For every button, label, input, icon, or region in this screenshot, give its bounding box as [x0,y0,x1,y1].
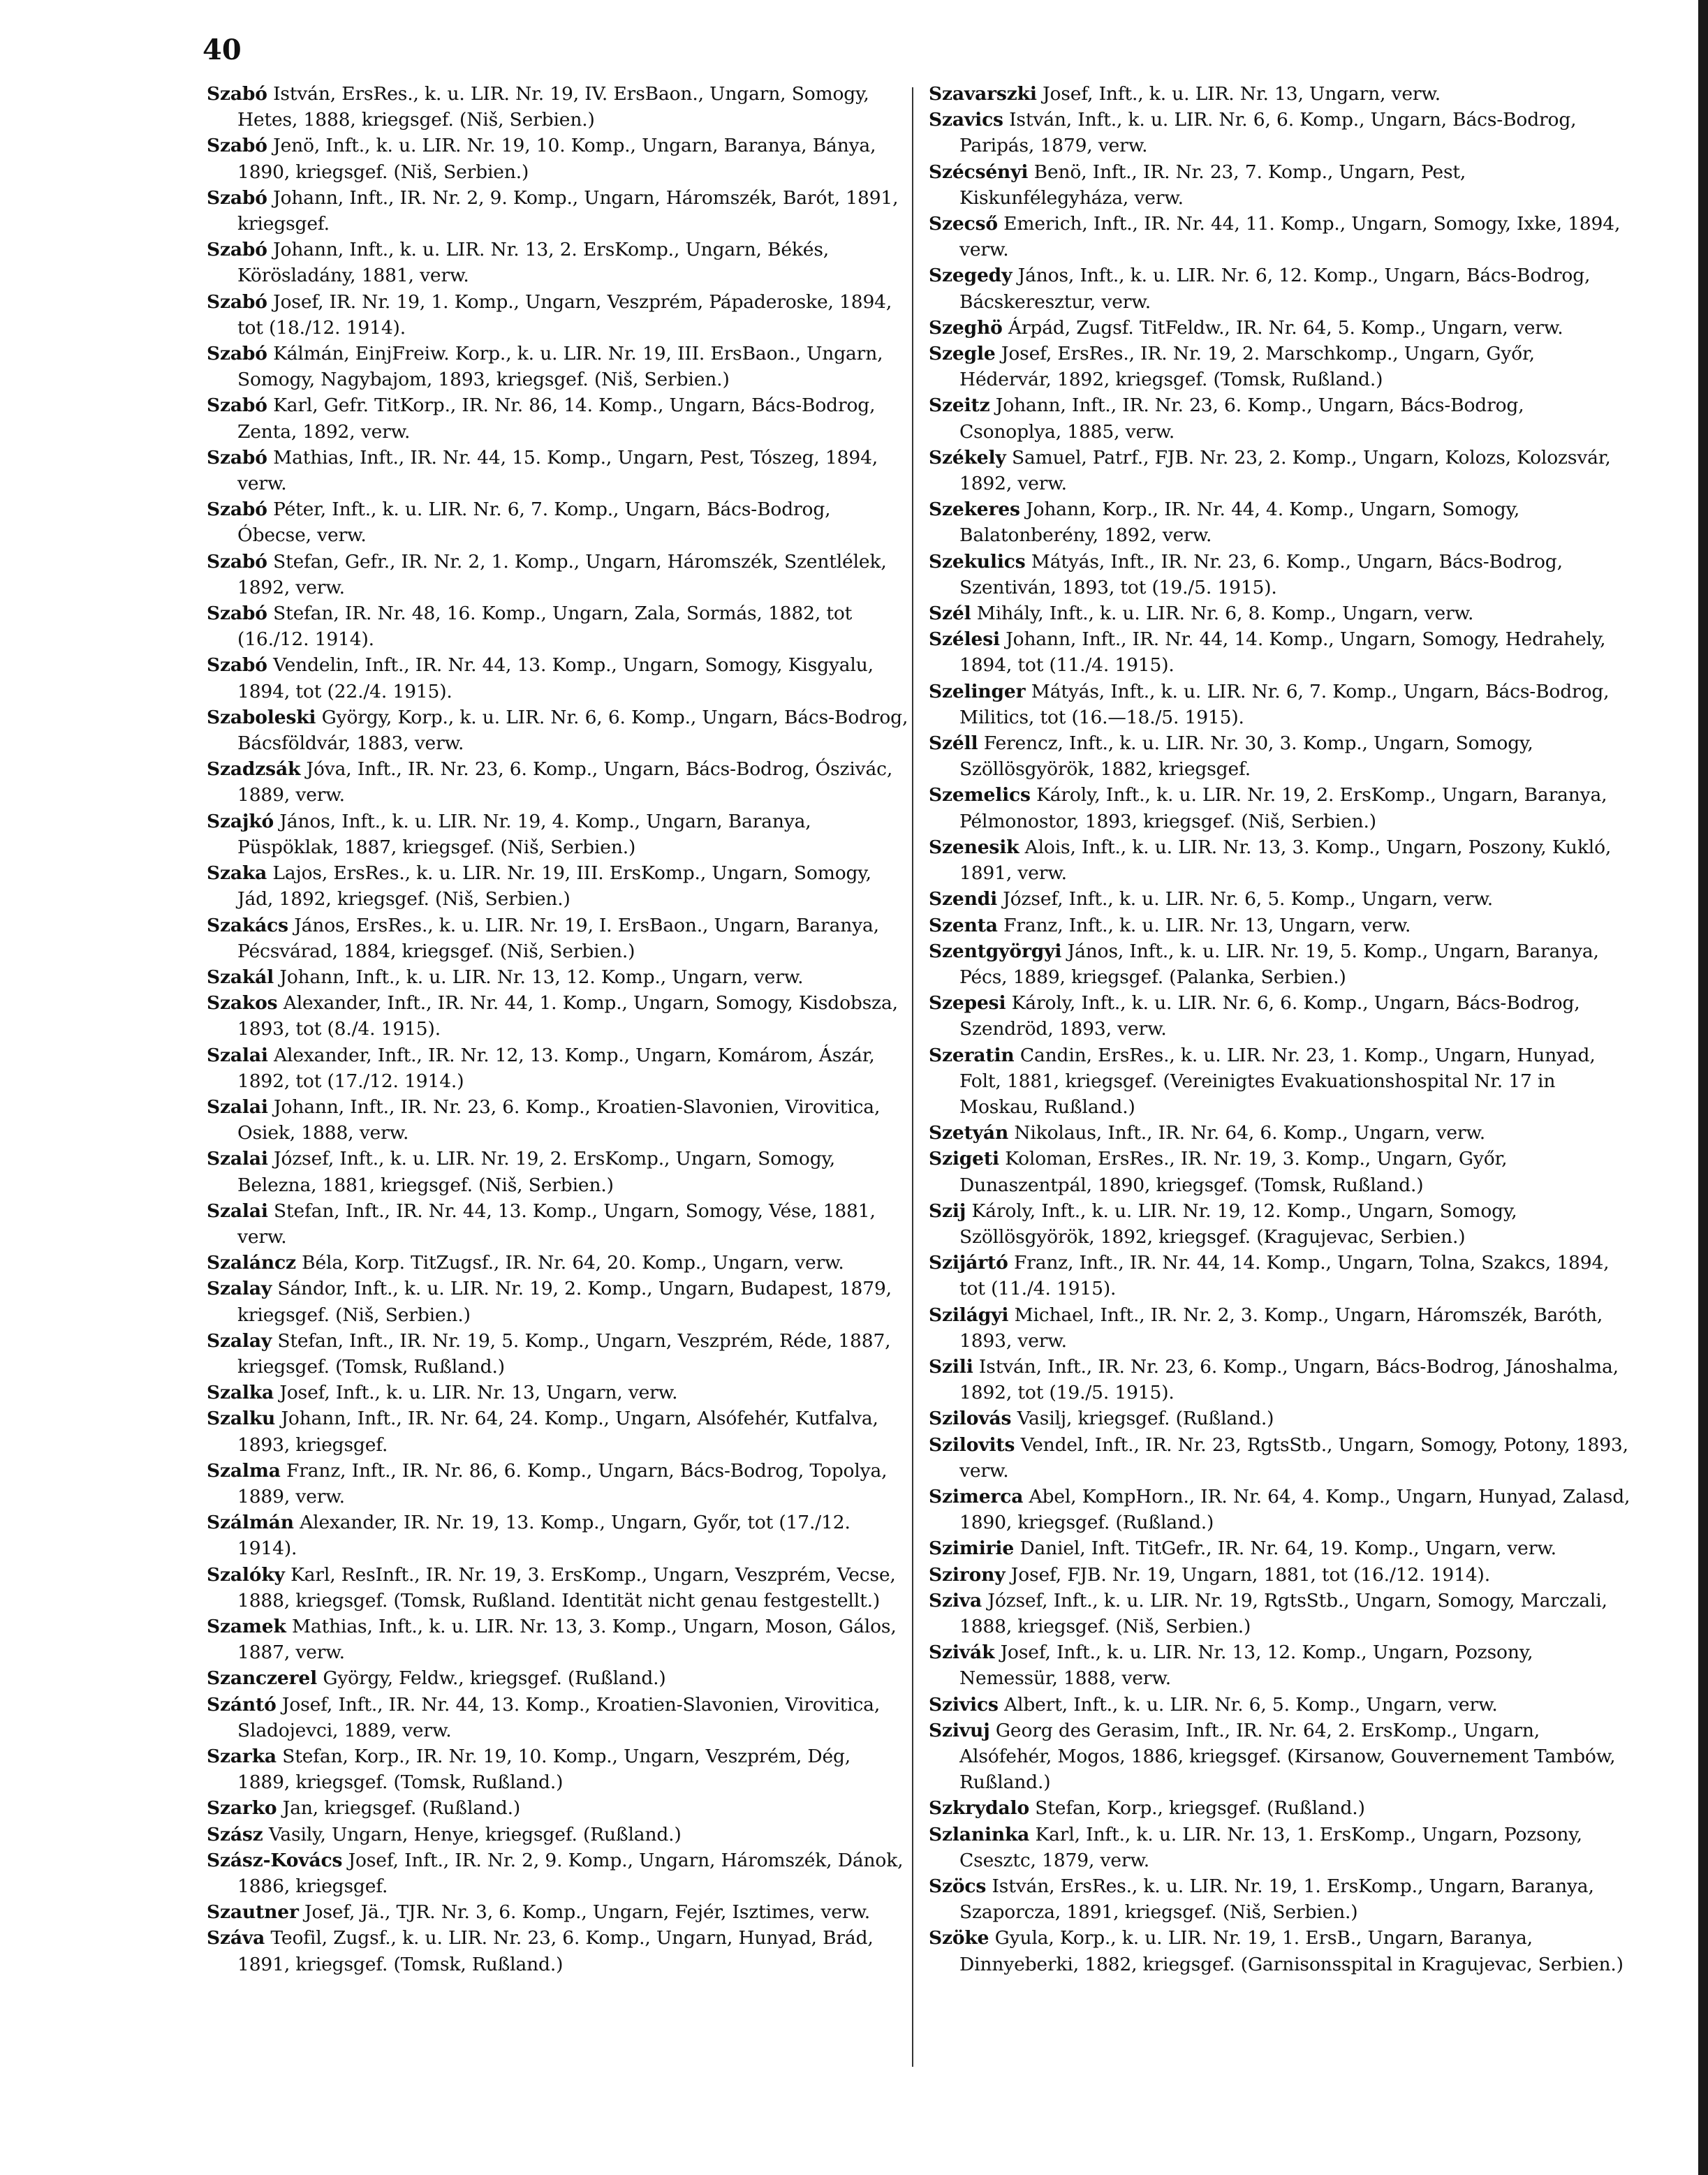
list-entry [929,1795,1630,1821]
entry-surname: Szeratin [929,1044,1015,1066]
list-entry [929,496,1630,548]
entry-details: Karl, ResInft., IR. Nr. 19, 3. ErsKomp., Ungarn, Veszprém, Vecse, 1888, kriegsgef. (Tomsk, Rußland. Identität nicht genau festgestellt.) [237,1563,896,1612]
list-entry [207,1250,908,1276]
entry-details: Michael, Inft., IR. Nr. 2, 3. Komp., Ungarn, Háromszék, Baróth, 1893, verw. [959,1304,1603,1352]
entry-details: Karl, Inft., k. u. LIR. Nr. 13, 1. ErsKomp., Ungarn, Pozsony, Csesztc, 1879, verw. [959,1823,1582,1871]
list-entry [929,1302,1630,1354]
entry-surname: Szalóky [207,1563,285,1586]
list-entry [929,315,1630,341]
entry-surname: Szavics [929,109,1003,131]
entry-surname: Szetyán [929,1122,1009,1144]
list-entry [929,1250,1630,1302]
entry-details: Péter, Inft., k. u. LIR. Nr. 6, 7. Komp., Ungarn, Bács-Bodrog, Óbecse, verw. [237,499,831,547]
entry-details: Johann, Inft., IR. Nr. 64, 24. Komp., Ungarn, Alsófehér, Kutfalva, 1893, kriegsgef. [237,1408,878,1456]
entry-surname: Szalai [207,1044,268,1066]
entry-surname: Szentgyörgyi [929,940,1062,962]
entry-surname: Szántó [207,1693,277,1716]
list-entry [207,1822,908,1848]
entry-surname: Szabó [207,135,267,157]
list-entry [207,1380,908,1406]
list-entry [929,211,1630,263]
list-entry [207,1743,908,1795]
entry-surname: Szász [207,1823,263,1845]
entry-surname: Szabó [207,499,267,521]
list-entry [929,549,1630,600]
entry-details: József, Inft., k. u. LIR. Nr. 19, 2. ErsKomp., Ungarn, Somogy, Belezna, 1881, kriegsgef. (Niš, Serbien.) [237,1148,836,1196]
list-entry [207,1406,908,1457]
entry-surname: Szilágyi [929,1304,1009,1326]
entry-details: Josef, FJB. Nr. 19, Ungarn, 1881, tot (16./12. 1914). [1010,1563,1490,1586]
entry-details: Teofil, Zugsf., k. u. LIR. Nr. 23, 6. Komp., Ungarn, Hunyad, Brád, 1891, kriegsgef. (Tomsk, Rußland.) [237,1927,874,1975]
list-entry [929,263,1630,314]
entry-surname: Szivák [929,1642,995,1664]
list-entry [207,756,908,808]
entry-surname: Szili [929,1355,973,1378]
list-entry [929,159,1630,211]
entry-surname: Szabó [207,239,267,261]
entry-surname: Szijártó [929,1252,1008,1274]
entry-details: Stefan, Inft., IR. Nr. 44, 13. Komp., Ungarn, Somogy, Vése, 1881, verw. [237,1200,876,1248]
entry-details: Kálmán, EinjFreiw. Korp., k. u. LIR. Nr. 19, III. ErsBaon., Ungarn, Somogy, Nagybajom, 1893, kriegsgef. (Niš, Serbien.) [237,343,883,391]
entry-details: Candin, ErsRes., k. u. LIR. Nr. 23, 1. Komp., Ungarn, Hunyad, Folt, 1881, kriegsgef. (Vereinigtes Evakuationshospital Nr. 17 in Moskau, Rußland.) [959,1044,1596,1118]
entry-details: Josef, Inft., k. u. LIR. Nr. 13, 12. Komp., Ungarn, Pozsony, Nemessür, 1888, verw. [959,1642,1533,1690]
entry-surname: Szalai [207,1096,268,1118]
entry-surname: Szautner [207,1901,299,1924]
list-entry [207,289,908,341]
entry-surname: Szendi [929,888,998,910]
entry-surname: Szegle [929,343,996,365]
list-entry [929,1146,1630,1197]
entry-surname: Szelinger [929,680,1026,702]
list-entry [207,1848,908,1899]
list-entry [207,1276,908,1327]
entry-details: György, Korp., k. u. LIR. Nr. 6, 6. Komp., Ungarn, Bács-Bodrog, Bácsföldvár, 1883, verw. [237,706,908,755]
entry-surname: Szöke [929,1927,989,1949]
entry-surname: Szálmán [207,1512,294,1534]
entry-surname: Szlaninka [929,1823,1030,1845]
list-entry [929,1925,1630,1977]
list-entry [929,1406,1630,1431]
list-entry [207,1094,908,1146]
list-entry [929,1718,1630,1796]
list-entry [929,782,1630,834]
entry-details: János, Inft., k. u. LIR. Nr. 6, 12. Komp., Ungarn, Bács-Bodrog, Bácskeresztur, verw. [959,265,1591,313]
list-entry [207,133,908,184]
list-entry [207,445,908,496]
list-entry [929,1562,1630,1588]
entry-details: Karl, Gefr. TitKorp., IR. Nr. 86, 14. Komp., Ungarn, Bács-Bodrog, Zenta, 1892, verw. [237,395,876,443]
list-entry [207,392,908,444]
entry-details: Mathias, Inft., IR. Nr. 44, 15. Komp., Ungarn, Pest, Tószeg, 1894, verw. [237,446,878,495]
entry-details: Johann, Inft., k. u. LIR. Nr. 13, 12. Komp., Ungarn, verw. [279,966,804,988]
entry-surname: Szécsényi [929,161,1029,183]
entry-details: Koloman, ErsRes., IR. Nr. 19, 3. Komp., Ungarn, Győr, Dunaszentpál, 1890, kriegsgef. (Tomsk, Rußland.) [959,1148,1508,1196]
column-divider [912,87,913,2067]
entry-surname: Szalai [207,1200,268,1222]
list-entry [207,1899,908,1925]
entry-surname: Szabó [207,290,267,313]
entry-details: Franz, Inft., k. u. LIR. Nr. 13, Ungarn, verw. [1003,914,1411,936]
list-entry [929,834,1630,886]
entry-surname: Szabó [207,603,267,625]
entry-surname: Szabó [207,550,267,573]
list-entry [929,990,1630,1042]
list-entry [929,1432,1630,1484]
left-column [207,81,908,1977]
entry-details: Mathias, Inft., k. u. LIR. Nr. 13, 3. Komp., Ungarn, Moson, Gálos, 1887, verw. [237,1615,897,1664]
entry-details: Sándor, Inft., k. u. LIR. Nr. 19, 2. Komp., Ungarn, Budapest, 1879, kriegsgef. (Niš, Serbien.) [237,1278,892,1326]
entry-details: Mátyás, Inft., k. u. LIR. Nr. 6, 7. Komp., Ungarn, Bács-Bodrog, Militics, tot (16.—18./5. 1915). [959,680,1610,728]
entry-surname: Szabó [207,654,267,677]
entry-surname: Szkrydalo [929,1797,1029,1820]
entry-surname: Szabó [207,395,267,417]
entry-surname: Szakács [207,914,288,936]
entry-details: Vendelin, Inft., IR. Nr. 44, 13. Komp., Ungarn, Somogy, Kisgyalu, 1894, tot (22./4. 1915). [237,654,874,702]
entry-details: Alexander, Inft., IR. Nr. 44, 1. Komp., Ungarn, Somogy, Kisdobsza, 1893, tot (8./4. 1915). [237,992,898,1040]
entry-details: Árpád, Zugsf. TitFeldw., IR. Nr. 64, 5. Komp., Ungarn, verw. [1008,316,1563,339]
entry-details: Josef, Inft., k. u. LIR. Nr. 13, Ungarn, verw. [1043,83,1441,105]
entry-surname: Szakál [207,966,274,988]
list-entry [929,392,1630,444]
entry-surname: Szecső [929,213,998,235]
list-entry [207,1146,908,1197]
entry-details: Mihály, Inft., k. u. LIR. Nr. 6, 8. Komp., Ungarn, verw. [976,603,1474,625]
entry-details: Stefan, IR. Nr. 48, 16. Komp., Ungarn, Zala, Sormás, 1882, tot (16./12. 1914). [237,603,853,651]
entry-surname: Szajkó [207,810,274,832]
entry-surname: Szanczerel [207,1667,318,1690]
list-entry [929,1484,1630,1535]
entry-details: Jenö, Inft., k. u. LIR. Nr. 19, 10. Komp., Ungarn, Baranya, Bánya, 1890, kriegsgef. (Niš, Serbien.) [237,135,876,183]
entry-surname: Szél [929,603,971,625]
entry-details: Abel, KompHorn., IR. Nr. 64, 4. Komp., Ungarn, Hunyad, Zalasd, 1890, kriegsgef. (Rußland.) [959,1485,1630,1534]
entry-details: Johann, Inft., IR. Nr. 23, 6. Komp., Ungarn, Bács-Bodrog, Csonoplya, 1885, verw. [959,395,1524,443]
entry-details: István, Inft., IR. Nr. 23, 6. Komp., Ungarn, Bács-Bodrog, Jánoshalma, 1892, tot (19./5. 1915). [959,1355,1619,1404]
entry-details: Georg des Gerasim, Inft., IR. Nr. 64, 2. ErsKomp., Ungarn, Alsófehér, Mogos, 1886, kriegsgef. (Kirsanow, Gouvernement Tambów, Rußland.) [959,1719,1616,1794]
list-entry [207,964,908,990]
entry-details: Josef, Inft., IR. Nr. 2, 9. Komp., Ungarn, Háromszék, Dánok, 1886, kriegsgef. [237,1849,904,1898]
entry-details: János, Inft., k. u. LIR. Nr. 19, 5. Komp., Ungarn, Baranya, Pécs, 1889, kriegsgef. (Palanka, Serbien.) [959,940,1599,988]
entry-surname: Szij [929,1200,966,1222]
entry-details: Gyula, Korp., k. u. LIR. Nr. 19, 1. ErsB., Ungarn, Baranya, Dinnyeberki, 1882, kriegsgef. (Garnisonsspital in Kragujevac, Serbien.) [959,1927,1624,1975]
entry-surname: Széll [929,732,978,755]
entry-surname: Szabó [207,83,267,105]
list-entry [207,496,908,548]
entry-details: Daniel, Inft. TitGefr., IR. Nr. 64, 19. Komp., Ungarn, verw. [1019,1538,1556,1560]
entry-surname: Szalma [207,1459,281,1482]
list-entry [929,1692,1630,1718]
entry-details: Alois, Inft., k. u. LIR. Nr. 13, 3. Komp., Ungarn, Poszony, Kukló, 1891, verw. [959,836,1612,885]
list-entry [929,913,1630,938]
list-entry [207,1328,908,1380]
list-entry [929,1042,1630,1121]
entry-surname: Szivics [929,1693,999,1716]
list-entry [929,1535,1630,1561]
entry-surname: Szélesi [929,628,1000,651]
entry-surname: Szalku [207,1408,276,1430]
entry-details: Károly, Inft., k. u. LIR. Nr. 6, 6. Komp., Ungarn, Bács-Bodrog, Szendröd, 1893, verw. [959,992,1580,1040]
list-entry [207,1614,908,1665]
entry-details: Josef, Jä., TJR. Nr. 3, 6. Komp., Ungarn, Fejér, Isztimes, verw. [304,1901,870,1924]
list-entry [207,1925,908,1977]
entry-surname: Szivuj [929,1719,990,1741]
list-entry [207,913,908,964]
entry-surname: Szeghö [929,316,1003,339]
list-entry [929,679,1630,730]
list-entry [929,1198,1630,1250]
entry-surname: Szarko [207,1797,277,1820]
list-entry [207,1042,908,1094]
list-entry [207,990,908,1042]
list-entry [929,730,1630,782]
entry-details: Josef, Inft., k. u. LIR. Nr. 13, Ungarn, verw. [279,1382,678,1404]
entry-surname: Szalai [207,1148,268,1170]
entry-surname: Székely [929,446,1006,469]
entry-surname: Szavarszki [929,83,1037,105]
entry-surname: Szaláncz [207,1252,296,1274]
entry-surname: Szilovits [929,1433,1015,1456]
entry-details: Károly, Inft., k. u. LIR. Nr. 19, 12. Komp., Ungarn, Somogy, Szöllösgyörök, 1892, kriegsgef. (Kragujevac, Serbien.) [959,1200,1517,1248]
entry-details: Johann, Inft., IR. Nr. 44, 14. Komp., Ungarn, Somogy, Hedrahely, 1894, tot (11./4. 1915). [959,628,1606,677]
list-entry [929,341,1630,392]
entry-details: József, Inft., k. u. LIR. Nr. 19, RgtsStb., Ungarn, Somogy, Marczali, 1888, kriegsgef. (Niš, Serbien.) [959,1589,1607,1637]
entry-details: Lajos, ErsRes., k. u. LIR. Nr. 19, III. ErsKomp., Ungarn, Somogy, Jád, 1892, kriegsgef. (Niš, Serbien.) [237,862,871,910]
list-entry [929,1822,1630,1873]
entry-details: Jóva, Inft., IR. Nr. 23, 6. Komp., Ungarn, Bács-Bodrog, Ószivác, 1889, verw. [237,758,893,806]
entry-surname: Szadzsák [207,758,301,781]
entry-details: János, ErsRes., k. u. LIR. Nr. 19, I. ErsBaon., Ungarn, Baranya, Pécsvárad, 1884, kriegsgef. (Niš, Serbien.) [237,914,879,962]
entry-surname: Szabó [207,446,267,469]
list-entry [207,1510,908,1561]
entry-details: József, Inft., k. u. LIR. Nr. 6, 5. Komp., Ungarn, verw. [1003,888,1494,910]
entry-surname: Sziva [929,1589,982,1612]
entry-details: Ferencz, Inft., k. u. LIR. Nr. 30, 3. Komp., Ungarn, Somogy, Szöllösgyörök, 1882, kriegsgef. [959,732,1533,781]
entry-details: György, Feldw., kriegsgef. (Rußland.) [323,1667,666,1690]
entry-details: Jan, kriegsgef. (Rußland.) [282,1797,521,1820]
list-entry [207,809,908,860]
entry-surname: Szamek [207,1615,286,1637]
entry-details: János, Inft., k. u. LIR. Nr. 19, 4. Komp., Ungarn, Baranya, Püspöklak, 1887, kriegsgef. (Niš, Serbien.) [237,810,811,858]
list-entry [929,938,1630,990]
entry-details: István, Inft., k. u. LIR. Nr. 6, 6. Komp., Ungarn, Bács-Bodrog, Paripás, 1879, verw. [959,109,1577,157]
entry-details: Josef, Inft., IR. Nr. 44, 13. Komp., Kroatien-Slavonien, Virovitica, Sladojevci, 1889, verw. [237,1693,881,1741]
entry-details: Nikolaus, Inft., IR. Nr. 64, 6. Komp., Ungarn, verw. [1014,1122,1486,1144]
entry-details: Johann, Inft., k. u. LIR. Nr. 13, 2. ErsKomp., Ungarn, Békés, Körösladány, 1881, verw. [237,239,830,287]
list-entry [929,1639,1630,1691]
entry-details: Johann, Korp., IR. Nr. 44, 4. Komp., Ungarn, Somogy, Balatonberény, 1892, verw. [959,499,1520,547]
entry-details: Franz, Inft., IR. Nr. 86, 6. Komp., Ungarn, Bács-Bodrog, Topolya, 1889, verw. [237,1459,888,1507]
entry-surname: Szaboleski [207,706,316,728]
list-entry [929,107,1630,158]
entry-details: Josef, IR. Nr. 19, 1. Komp., Ungarn, Veszprém, Pápaderoske, 1894, tot (18./12. 1914). [237,290,892,339]
list-entry [207,860,908,912]
entry-surname: Szenta [929,914,998,936]
entry-details: Johann, Inft., IR. Nr. 23, 6. Komp., Kroatien-Slavonien, Virovitica, Osiek, 1888, verw. [237,1096,881,1144]
entry-details: Alexander, Inft., IR. Nr. 12, 13. Komp., Ungarn, Komárom, Ászár, 1892, tot (17./12. 1914.) [237,1044,875,1092]
entry-surname: Szabó [207,186,267,209]
entry-details: Albert, Inft., k. u. LIR. Nr. 6, 5. Komp., Ungarn, verw. [1004,1693,1498,1716]
entry-surname: Szilovás [929,1408,1012,1430]
entry-details: Vendel, Inft., IR. Nr. 23, RgtsStb., Ungarn, Somogy, Potony, 1893, verw. [959,1433,1628,1482]
entry-details: Alexander, IR. Nr. 19, 13. Komp., Ungarn, Győr, tot (17./12. 1914). [237,1512,851,1560]
list-entry [207,1458,908,1510]
entry-surname: Száva [207,1927,265,1949]
list-entry [207,549,908,600]
list-entry [929,81,1630,107]
entry-details: Franz, Inft., IR. Nr. 44, 14. Komp., Ungarn, Tolna, Szakcs, 1894, tot (11./4. 1915). [959,1252,1610,1300]
list-entry [207,237,908,288]
scan-edge [1698,0,1708,2175]
list-entry [929,1354,1630,1406]
list-entry [929,626,1630,678]
list-entry [207,81,908,133]
entry-details: Vasily, Ungarn, Henye, kriegsgef. (Rußland.) [268,1823,682,1845]
list-entry [207,185,908,237]
entry-surname: Szász-Kovács [207,1849,343,1871]
entry-details: István, ErsRes., k. u. LIR. Nr. 19, 1. ErsKomp., Ungarn, Baranya, Szaporcza, 1891, kriegsgef. (Niš, Serbien.) [959,1875,1594,1924]
list-entry [207,1795,908,1821]
list-entry [207,1562,908,1614]
right-column [929,81,1630,1977]
entry-surname: Szepesi [929,992,1006,1015]
list-entry [929,600,1630,626]
list-entry [929,1588,1630,1639]
list-entry [929,1873,1630,1925]
list-entry [207,600,908,652]
list-entry [929,445,1630,496]
entry-surname: Szekulics [929,550,1026,573]
list-entry [207,1198,908,1250]
list-entry [207,1665,908,1691]
entry-details: Vasilj, kriegsgef. (Rußland.) [1017,1408,1274,1430]
entry-details: Samuel, Patrf., FJB. Nr. 23, 2. Komp., Ungarn, Kolozs, Kolozsvár, 1892, verw. [959,446,1611,495]
entry-surname: Szarka [207,1746,277,1767]
entry-surname: Szöcs [929,1875,987,1898]
entry-surname: Szeitz [929,395,990,417]
entry-surname: Szegedy [929,265,1013,287]
entry-details: Károly, Inft., k. u. LIR. Nr. 19, 2. ErsKomp., Ungarn, Baranya, Pélmonostor, 1893, kriegsgef. (Niš, Serbien.) [959,784,1607,832]
list-entry [207,652,908,704]
entry-details: Josef, ErsRes., IR. Nr. 19, 2. Marschkomp., Ungarn, Győr, Hédervár, 1892, kriegsgef. (Tomsk, Rußland.) [959,343,1535,391]
list-entry [929,1120,1630,1146]
entry-surname: Szemelics [929,784,1031,806]
entry-surname: Szigeti [929,1148,999,1170]
entry-surname: Szimerca [929,1485,1024,1507]
entry-details: Stefan, Inft., IR. Nr. 19, 5. Komp., Ungarn, Veszprém, Réde, 1887, kriegsgef. (Tomsk, Rußland.) [237,1329,891,1378]
list-entry [207,341,908,392]
entry-details: Benö, Inft., IR. Nr. 23, 7. Komp., Ungarn, Pest, Kiskunfélegyháza, verw. [959,161,1466,209]
list-entry [207,705,908,756]
entry-details: István, ErsRes., k. u. LIR. Nr. 19, IV. ErsBaon., Ungarn, Somogy, Hetes, 1888, kriegsgef. (Niš, Serbien.) [237,83,869,131]
entry-surname: Szekeres [929,499,1020,521]
entry-surname: Szimirie [929,1538,1015,1560]
entry-surname: Szenesik [929,836,1019,858]
page-number: 40 [203,34,242,66]
entry-details: Stefan, Gefr., IR. Nr. 2, 1. Komp., Ungarn, Háromszék, Szentlélek, 1892, verw. [237,550,887,598]
entry-surname: Szabó [207,343,267,365]
entry-details: Stefan, Korp., IR. Nr. 19, 10. Komp., Ungarn, Veszprém, Dég, 1889, kriegsgef. (Tomsk, Rußland.) [237,1746,851,1794]
entry-details: Mátyás, Inft., IR. Nr. 23, 6. Komp., Ungarn, Bács-Bodrog, Szentiván, 1893, tot (19./5. 1915). [959,550,1563,598]
entry-details: Emerich, Inft., IR. Nr. 44, 11. Komp., Ungarn, Somogy, Ixke, 1894, verw. [959,213,1621,261]
entry-surname: Szakos [207,992,278,1015]
entry-surname: Szaka [207,862,267,885]
list-entry [929,886,1630,912]
entry-surname: Szalka [207,1382,274,1404]
entry-surname: Szalay [207,1278,272,1300]
entry-details: Béla, Korp. TitZugsf., IR. Nr. 64, 20. Komp., Ungarn, verw. [302,1252,844,1274]
list-entry [207,1692,908,1743]
entry-details: Johann, Inft., IR. Nr. 2, 9. Komp., Ungarn, Háromszék, Barót, 1891, kriegsgef. [237,186,899,235]
entry-surname: Szalay [207,1329,272,1352]
entry-details: Stefan, Korp., kriegsgef. (Rußland.) [1035,1797,1365,1820]
entry-surname: Szirony [929,1563,1006,1586]
